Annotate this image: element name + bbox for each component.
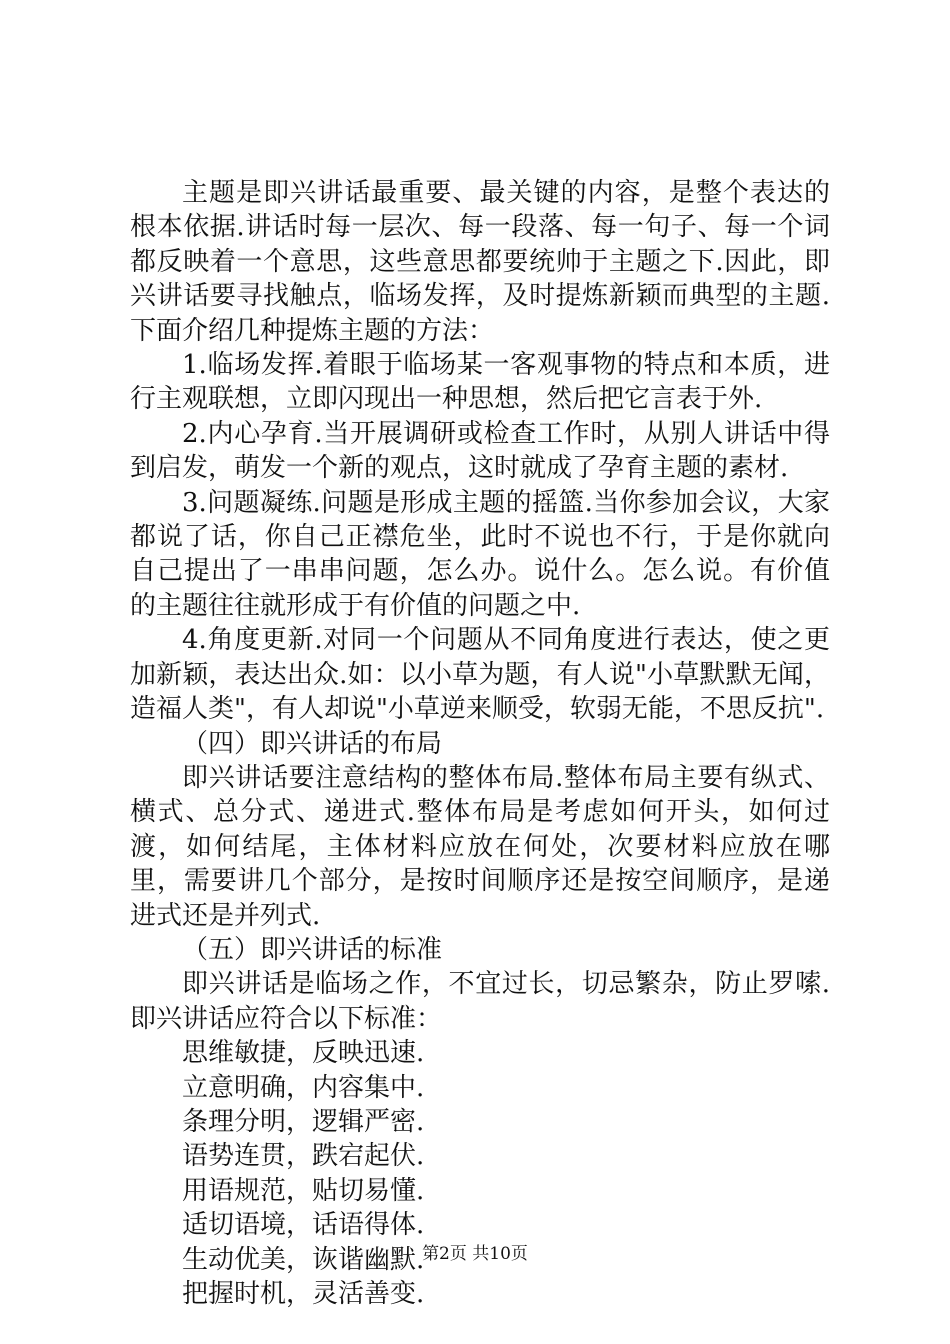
standard-item: 思维敏捷，反映迅速. <box>182 1038 425 1069</box>
standard-item: 立意明确，内容集中. <box>182 1072 425 1103</box>
paragraph-theme-intro: 主题是即兴讲话最重要、最关键的内容，是整个表达的根本依据.讲话时每一层次、每一段落、每一句子、每一个词都反映着一个意思，这些意思都要统帅于主题之下.因此，即兴讲话要寻找触点，临场发挥，及时提炼新颖而典型的主题.下面介绍几种提炼主题的方法： <box>130 178 830 346</box>
standard-item: 把握时机，灵活善变. <box>182 1279 425 1309</box>
section-heading-layout: （四）即兴讲话的布局 <box>182 728 443 759</box>
paragraph-method-4: 4.角度更新.对同一个问题从不同角度进行表达，使之更加新颖，表达出众.如：以小草为题，有人说"小草默默无闻，造福人类"，有人却说"小草逆来顺受，软弱无能，不思反抗". <box>130 625 830 725</box>
standard-item: 生动优美，诙谐幽默. <box>182 1244 425 1275</box>
paragraph-method-3: 3.问题凝练.问题是形成主题的摇篮.当你参加会议，大家都说了话，你自己正襟危坐，此时不说也不行，于是你就向自己提出了一串串问题，怎么办。说什么。怎么说。有价值的主题往往就形成于有价值的问题之中. <box>130 487 830 621</box>
paragraph-method-1: 1.临场发挥.着眼于临场某一客观事物的特点和本质，进行主观联想，立即闪现出一种思想，然后把它言表于外. <box>130 350 830 415</box>
paragraph-standards-intro: 即兴讲话是临场之作，不宜过长，切忌繁杂，防止罗嗦.即兴讲话应符合以下标准： <box>130 969 830 1034</box>
paragraph-method-2: 2.内心孕育.当开展调研或检查工作时，从别人讲话中得到启发，萌发一个新的观点，这时就成了孕育主题的素材. <box>130 418 830 484</box>
section-heading-standards: （五）即兴讲话的标准 <box>182 934 443 965</box>
document-body <box>130 176 830 1311</box>
standard-item: 条理分明，逻辑严密. <box>182 1106 425 1137</box>
standard-item: 适切语境，话语得体. <box>182 1210 425 1241</box>
paragraph-layout: 即兴讲话要注意结构的整体布局.整体布局主要有纵式、横式、总分式、递进式.整体布局是考虑如何开头，如何过渡，如何结尾，主体材料应放在何处，次要材料应放在哪里，需要讲几个部分，是按时间顺序还是按空间顺序，是递进式还是并列式. <box>130 762 830 931</box>
standard-item: 语势连贯，跌宕起伏. <box>182 1141 425 1172</box>
page-footer: 第2页 共10页 <box>422 1244 528 1264</box>
standard-item: 用语规范，贴切易懂. <box>182 1175 425 1206</box>
